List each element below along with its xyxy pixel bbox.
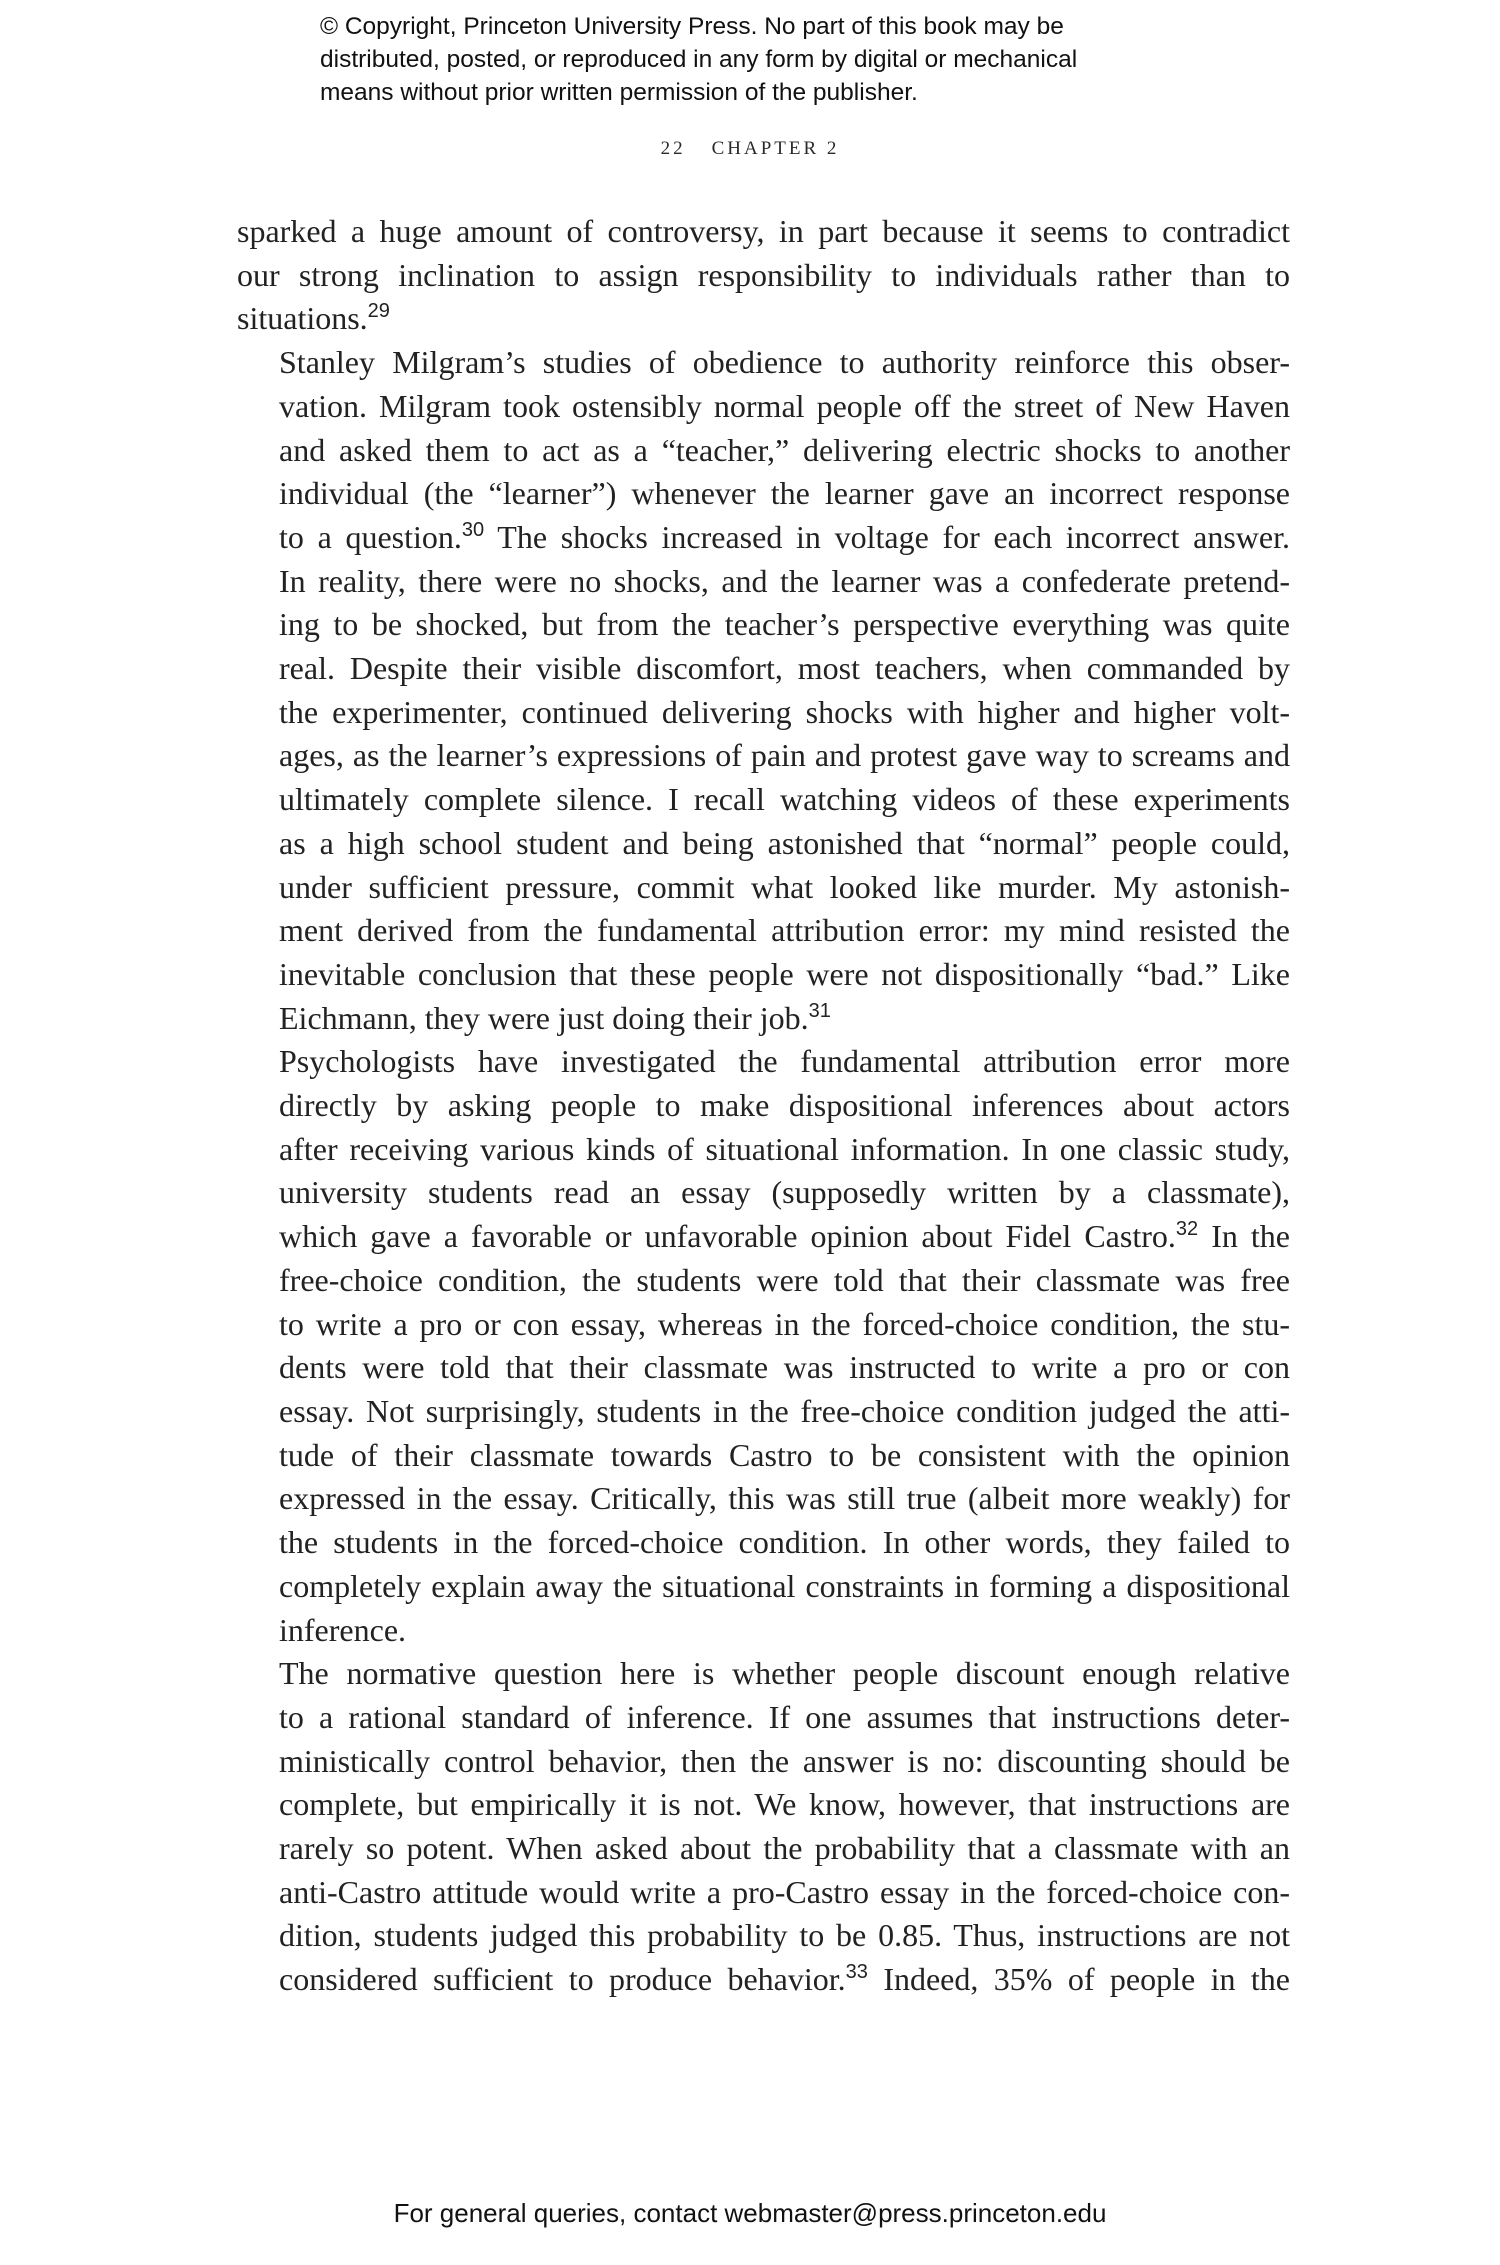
text-line: sparked a huge amount of controversy, in part because it seems to contradict [237, 213, 1290, 249]
body-text [237, 210, 1290, 2002]
text-line: to write a pro or con essay, whereas in the forced-choice condition, the stu- [279, 1305, 1290, 1342]
text-line: expressed in the essay. Critically, this was still true (albeit more weakly) for [279, 1480, 1290, 1517]
footnote-ref: 30 [461, 518, 485, 541]
text-line: Stanley Milgram’s studies of obedience to authority reinforce this obser- [279, 344, 1290, 381]
text-line: tude of their classmate towards Castro to be consistent with the opinion [279, 1436, 1290, 1473]
text-line: ing to be shocked, but from the teacher’s perspective everything was quite [279, 606, 1290, 643]
text-line [237, 297, 1290, 341]
copyright-line: means without prior written permission of the publisher. [320, 79, 918, 106]
footnote-ref: 29 [367, 300, 390, 323]
text-line: complete, but empirically it is not. We know, however, that instructions are [279, 1786, 1290, 1823]
text-line: essay. Not surprisingly, students in the free-choice condition judged the atti- [279, 1392, 1290, 1429]
text-line: individual (the “learner”) whenever the learner gave an incorrect response [279, 475, 1290, 512]
text-line: inevitable conclusion that these people were not dispositionally “bad.” Like [279, 955, 1290, 992]
text-line: dents were told that their classmate was instructed to write a pro or con [279, 1349, 1290, 1386]
footnote-ref: 32 [1175, 1218, 1199, 1241]
text-line: as a high school student and being astonished that “normal” people could, [279, 824, 1290, 861]
copyright-line: © Copyright, Princeton University Press. No part of this book may be [320, 13, 1064, 40]
chapter-title: CHAPTER 2 [711, 138, 840, 159]
text-line: real. Despite their visible discomfort, most teachers, when commanded by [279, 650, 1290, 687]
text-line: the experimenter, continued delivering shocks with higher and higher volt- [279, 693, 1290, 730]
running-head [0, 138, 1500, 160]
text-line [237, 1958, 1290, 2002]
footer-contact: For general queries, contact webmaster@press.princeton.edu [393, 2198, 1107, 2228]
text-line: and asked them to act as a “teacher,” delivering electric shocks to another [279, 431, 1290, 468]
page-number: 22 [660, 138, 686, 159]
text-line: Psychologists have investigated the fundamental attribution error more [279, 1043, 1290, 1080]
text-fragment: to a question. [279, 518, 462, 555]
paragraph [237, 1040, 1290, 1652]
text-line: after receiving various kinds of situational information. In one classic study, [279, 1130, 1290, 1167]
text-fragment: Eichmann, they were just doing their job. [279, 999, 809, 1036]
text-line: university students read an essay (supposedly written by a classmate), [279, 1174, 1290, 1211]
text-line: The normative question here is whether people discount enough relative [279, 1655, 1290, 1692]
footnote-ref: 31 [808, 999, 831, 1022]
text-line: rarely so potent. When asked about the probability that a classmate with an [279, 1830, 1290, 1867]
text-line [237, 997, 1290, 1041]
copyright-line: distributed, posted, or reproduced in any form by digital or mechanical [320, 46, 1078, 73]
text-line [237, 1215, 1290, 1259]
text-line: ages, as the learner’s expressions of pain and protest gave way to screams and [279, 737, 1290, 774]
text-fragment: which gave a favorable or unfavorable opinion about Fidel Castro. [279, 1218, 1176, 1255]
text-fragment: Indeed, 35% of people in the [867, 1961, 1291, 1998]
text-fragment: situations. [237, 300, 368, 337]
text-fragment: The shocks increased in voltage for each incorrect answer. [484, 518, 1290, 555]
text-line: In reality, there were no shocks, and the learner was a confederate pretend- [279, 562, 1290, 599]
text-line: ultimately complete silence. I recall watching videos of these experiments [279, 781, 1290, 818]
text-line: the students in the forced-choice condition. In other words, they failed to [279, 1524, 1290, 1561]
text-line: ment derived from the fundamental attribution error: my mind resisted the [279, 912, 1290, 949]
text-fragment: In the [1198, 1218, 1291, 1255]
text-line: ministically control behavior, then the answer is no: discounting should be [279, 1742, 1290, 1779]
text-line: directly by asking people to make dispositional inferences about actors [279, 1087, 1290, 1124]
paragraph [237, 1652, 1290, 2002]
text-line: anti-Castro attitude would write a pro-Castro essay in the forced-choice con- [279, 1873, 1290, 1910]
paragraph [237, 341, 1290, 1040]
text-line: our strong inclination to assign responsibility to individuals rather than to [237, 256, 1290, 293]
text-line: completely explain away the situational constraints in forming a dispositional [279, 1567, 1290, 1604]
text-line: free-choice condition, the students were told that their classmate was free [279, 1261, 1290, 1298]
text-line [237, 516, 1290, 560]
text-line: under sufficient pressure, commit what looked like murder. My astonish- [279, 868, 1290, 905]
copyright-notice [320, 10, 1260, 109]
text-fragment: considered sufficient to produce behavior. [279, 1961, 846, 1998]
text-line: inference. [279, 1611, 407, 1648]
footnote-ref: 33 [845, 1961, 868, 1984]
text-line: vation. Milgram took ostensibly normal people off the street of New Haven [279, 387, 1290, 424]
text-line: dition, students judged this probability to be 0.85. Thus, instructions are not [279, 1917, 1290, 1954]
text-line: to a rational standard of inference. If one assumes that instructions deter- [279, 1698, 1290, 1735]
paragraph [237, 210, 1290, 341]
